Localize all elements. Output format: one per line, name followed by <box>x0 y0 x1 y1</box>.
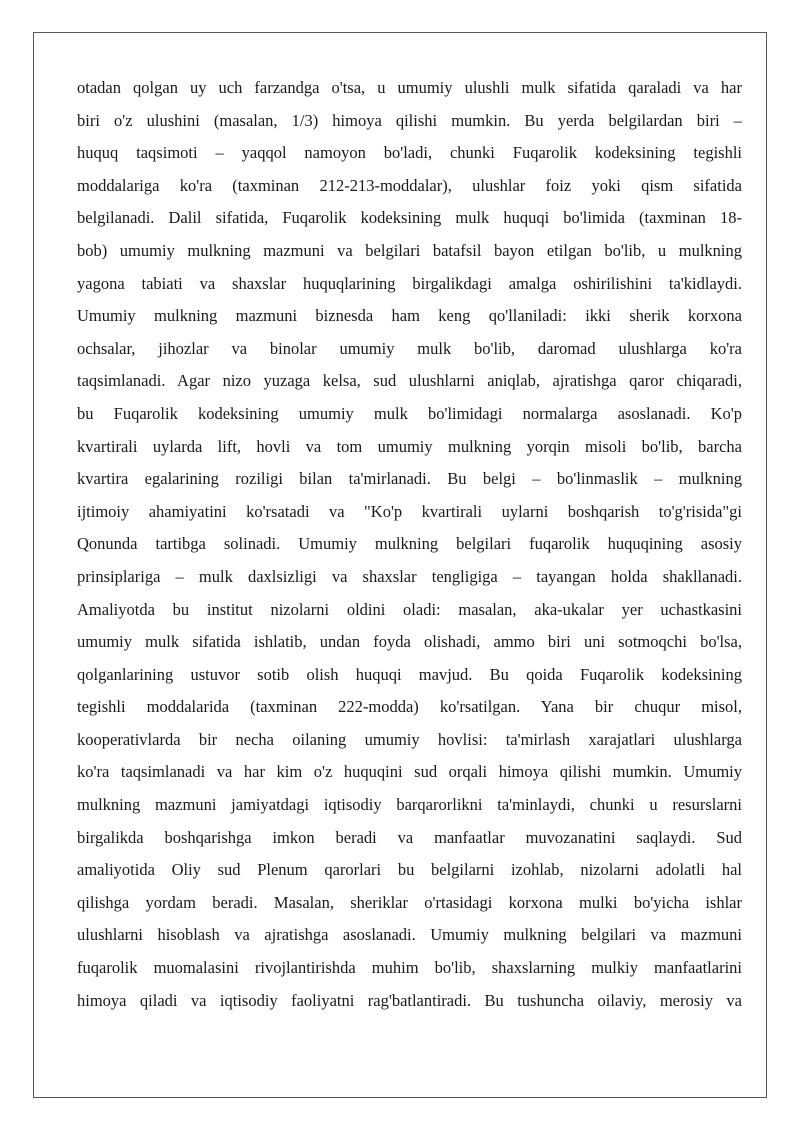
text-line: mulkning mazmuni jamiyatdagi iqtisodiy barqarorlikni ta'minlaydi, chunki u resurslarni <box>77 795 742 815</box>
text-line: taqsimlanadi. Agar nizo yuzaga kelsa, sud ulushlarni aniqlab, ajratishga qaror chiqaradi, <box>77 371 742 391</box>
text-line: kooperativlarda bir necha oilaning umumiy hovlisi: ta'mirlash xarajatlari ulushlarga <box>77 729 742 749</box>
text-line: umumiy mulk sifatida ishlatib, undan foyda olishadi, ammo biri uni sotmoqchi bo'lsa, <box>77 632 742 652</box>
text-line: yagona tabiati va shaxslar huquqlarining birgalikdagi amalga oshirilishini ta'kidlaydi. <box>77 273 742 293</box>
text-line: birgalikda boshqarishga imkon beradi va manfaatlar muvozanatini saqlaydi. Sud <box>77 827 742 847</box>
text-line: ulushlarni hisoblash va ajratishga asoslanadi. Umumiy mulkning belgilari va mazmuni <box>77 925 742 945</box>
text-line: Amaliyotda bu institut nizolarni oldini oladi: masalan, aka-ukalar yer uchastkasini <box>77 599 742 619</box>
text-line: tegishli moddalarida (taxminan 222-modda) ko'rsatilgan. Yana bir chuqur misol, <box>77 697 742 717</box>
text-line: Qonunda tartibga solinadi. Umumiy mulkning belgilari fuqarolik huquqining asosiy <box>77 534 742 554</box>
text-line: himoya qiladi va iqtisodiy faoliyatni rag'batlantiradi. Bu tushuncha oilaviy, merosiy va <box>77 990 742 1010</box>
text-line: kvartira egalarining roziligi bilan ta'mirlanadi. Bu belgi – bo'linmaslik – mulkning <box>77 469 742 489</box>
text-line: qolganlarining ustuvor sotib olish huquqi mavjud. Bu qoida Fuqarolik kodeksining <box>77 664 742 684</box>
text-line: bob) umumiy mulkning mazmuni va belgilari batafsil bayon etilgan bo'lib, u mulkning <box>77 240 742 260</box>
text-line: ochsalar, jihozlar va binolar umumiy mulk bo'lib, daromad ulushlarga ko'ra <box>77 338 742 358</box>
text-line: qilishga yordam beradi. Masalan, sheriklar o'rtasidagi korxona mulki bo'yicha ishlar <box>77 892 742 912</box>
text-line: otadan qolgan uy uch farzandga o'tsa, u umumiy ulushli mulk sifatida qaraladi va har <box>77 78 742 97</box>
text-line: fuqarolik muomalasini rivojlantirishda muhim bo'lib, shaxslarning mulkiy manfaatlarini <box>77 958 742 978</box>
text-line: biri o'z ulushini (masalan, 1/3) himoya qilishi mumkin. Bu yerda belgilardan biri – <box>77 110 742 130</box>
text-line: kvartirali uylarda lift, hovli va tom umumiy mulkning yorqin misoli bo'lib, barcha <box>77 436 742 456</box>
text-line: ijtimoiy ahamiyatini ko'rsatadi va "Ko'p kvartirali uylarni boshqarish to'g'risida"gi <box>77 501 742 521</box>
text-line: bu Fuqarolik kodeksining umumiy mulk bo'limidagi normalarga asoslanadi. Ko'p <box>77 403 742 423</box>
text-line: amaliyotida Oliy sud Plenum qarorlari bu belgilarni izohlab, nizolarni adolatli hal <box>77 860 742 880</box>
text-line: Umumiy mulkning mazmuni biznesda ham keng qo'llaniladi: ikki sherik korxona <box>77 306 742 326</box>
text-line: prinsiplariga – mulk daxlsizligi va shaxslar tengligiga – tayangan holda shakllanadi. <box>77 566 742 586</box>
body-text <box>77 72 742 1017</box>
text-line: ko'ra taqsimlanadi va har kim o'z huquqini sud orqali himoya qilishi mumkin. Umumiy <box>77 762 742 782</box>
text-line: huquq taqsimoti – yaqqol namoyon bo'ladi, chunki Fuqarolik kodeksining tegishli <box>77 143 742 163</box>
text-line: belgilanadi. Dalil sifatida, Fuqarolik kodeksining mulk huquqi bo'limida (taxminan 18- <box>77 208 742 228</box>
text-line: moddalariga ko'ra (taxminan 212-213-moddalar), ulushlar foiz yoki qism sifatida <box>77 175 742 195</box>
